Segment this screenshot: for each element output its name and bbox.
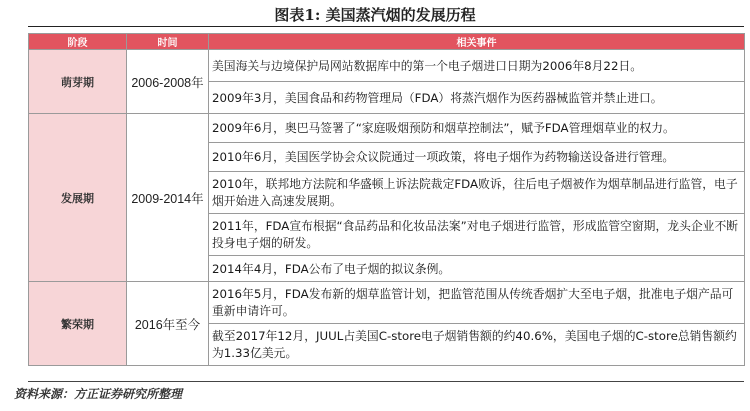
bottom-rule — [28, 381, 744, 382]
phase-cell: 萌芽期 — [29, 50, 127, 114]
header-phase: 阶段 — [29, 34, 127, 50]
source-note: 资料来源：方正证券研究所整理 — [14, 387, 183, 401]
event-cell: 2009年3月，美国食品和药物管理局（FDA）将蒸汽烟作为医药器械监管并禁止进口。 — [209, 82, 745, 114]
event-cell: 截至2017年12月，JUUL占美国C-store电子烟销售额的约40.6%，美国电子烟的C-store总销售额约为1.33亿美元。 — [209, 324, 745, 366]
table-header-row — [29, 34, 745, 50]
period-cell: 2016年至今 — [127, 282, 209, 366]
event-cell: 2011年，FDA宣布根据“食品药品和化妆品法案”对电子烟进行监管，形成监管空窗期，龙头企业不断投身电子烟的研发。 — [209, 214, 745, 256]
period-cell: 2009-2014年 — [127, 114, 209, 282]
figure-title: 图表1: 美国蒸汽烟的发展历程 — [274, 6, 476, 24]
title-rule — [28, 26, 744, 27]
event-cell: 2010年，联邦地方法院和华盛顿上诉法院裁定FDA败诉，往后电子烟被作为烟草制品进行监管，电子烟开始进入高速发展期。 — [209, 172, 745, 214]
phase-cell: 繁荣期 — [29, 282, 127, 366]
event-cell: 2009年6月，奥巴马签署了“家庭吸烟预防和烟草控制法”，赋予FDA管理烟草业的权力。 — [209, 114, 745, 143]
phase-cell: 发展期 — [29, 114, 127, 282]
header-events: 相关事件 — [209, 34, 745, 50]
period-cell: 2006-2008年 — [127, 50, 209, 114]
event-cell: 2010年6月，美国医学协会众议院通过一项政策，将电子烟作为药物输送设备进行管理。 — [209, 143, 745, 172]
table-row — [29, 282, 745, 324]
event-cell: 美国海关与边境保护局网站数据库中的第一个电子烟进口日期为2006年8月22日。 — [209, 50, 745, 82]
header-period: 时间 — [127, 34, 209, 50]
event-cell: 2016年5月，FDA发布新的烟草监管计划，把监管范围从传统香烟扩大至电子烟，批准电子烟产品可重新申请许可。 — [209, 282, 745, 324]
table-row — [29, 114, 745, 143]
events-table — [28, 33, 745, 366]
table-row — [29, 50, 745, 82]
event-cell: 2014年4月，FDA公布了电子烟的拟议条例。 — [209, 256, 745, 282]
